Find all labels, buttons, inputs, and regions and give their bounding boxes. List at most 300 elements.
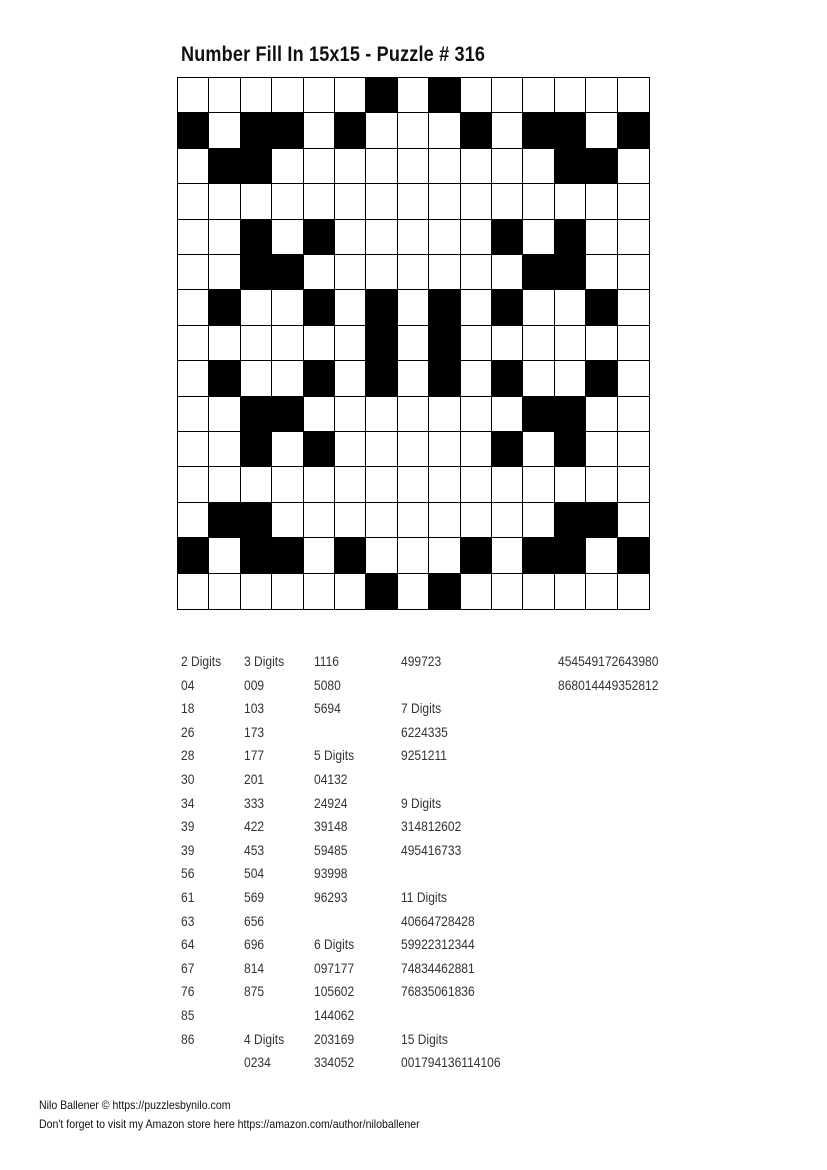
grid-cell-empty[interactable]: [618, 503, 649, 538]
grid-cell-empty[interactable]: [492, 326, 523, 361]
grid-cell-black: [335, 113, 366, 148]
grid-cell-empty[interactable]: [366, 220, 397, 255]
grid-cell-empty[interactable]: [429, 503, 460, 538]
grid-cell-empty[interactable]: [335, 149, 366, 184]
grid-cell-empty[interactable]: [555, 574, 586, 609]
grid-cell-empty[interactable]: [209, 78, 240, 113]
grid-cell-empty[interactable]: [272, 467, 303, 502]
grid-cell-empty[interactable]: [272, 149, 303, 184]
word-list-entry: 96293: [314, 888, 348, 905]
grid-cell-empty[interactable]: [618, 220, 649, 255]
grid-cell-empty[interactable]: [398, 290, 429, 325]
word-list-entry: 454549172643980: [558, 653, 659, 669]
grid-cell-empty[interactable]: [304, 538, 335, 573]
grid-cell-empty[interactable]: [209, 184, 240, 219]
grid-cell-empty[interactable]: [304, 184, 335, 219]
grid-cell-black: [429, 326, 460, 361]
grid-cell-empty[interactable]: [586, 255, 617, 290]
grid-cell-empty[interactable]: [461, 503, 492, 538]
grid-cell-empty[interactable]: [555, 290, 586, 325]
word-list-entry: 333: [244, 794, 265, 811]
word-list-entry: 04132: [314, 770, 348, 787]
grid-cell-black: [366, 290, 397, 325]
grid-cell-empty[interactable]: [618, 184, 649, 219]
grid-cell-black: [555, 113, 586, 148]
grid-cell-empty[interactable]: [618, 397, 649, 432]
grid-cell-empty[interactable]: [523, 503, 554, 538]
grid-cell-empty[interactable]: [209, 467, 240, 502]
word-list-entry: 097177: [314, 959, 355, 976]
grid-cell-empty[interactable]: [429, 255, 460, 290]
grid-cell-empty[interactable]: [398, 467, 429, 502]
grid-cell-empty[interactable]: [272, 290, 303, 325]
grid-cell-black: [429, 290, 460, 325]
word-list-entry: 504: [244, 865, 265, 882]
word-list-entry: 93998: [314, 865, 348, 882]
grid-cell-empty[interactable]: [555, 326, 586, 361]
grid-cell-black: [586, 361, 617, 396]
word-list-entry: 009: [244, 676, 265, 693]
grid-cell-empty[interactable]: [241, 361, 272, 396]
grid-cell-empty[interactable]: [461, 290, 492, 325]
grid-cell-black: [304, 361, 335, 396]
grid-cell-empty[interactable]: [492, 467, 523, 502]
grid-cell-black: [523, 397, 554, 432]
grid-cell-empty[interactable]: [178, 432, 209, 467]
word-list-entry: [314, 910, 354, 934]
grid-cell-black: [555, 503, 586, 538]
grid-cell-black: [555, 432, 586, 467]
grid-cell-empty[interactable]: [586, 538, 617, 573]
grid-cell-black: [366, 361, 397, 396]
puzzle-grid: [177, 77, 650, 610]
grid-cell-empty[interactable]: [461, 255, 492, 290]
word-list-entry: 39148: [314, 818, 348, 835]
grid-cell-black: [586, 503, 617, 538]
grid-cell-empty[interactable]: [461, 149, 492, 184]
grid-cell-empty[interactable]: [429, 397, 460, 432]
grid-cell-empty[interactable]: [586, 467, 617, 502]
grid-cell-empty[interactable]: [398, 574, 429, 609]
word-list-entry: [244, 1004, 284, 1028]
word-list-entry: 6224335: [401, 723, 448, 740]
grid-cell-empty[interactable]: [178, 220, 209, 255]
grid-cell-black: [555, 397, 586, 432]
grid-cell-empty[interactable]: [618, 574, 649, 609]
grid-cell-empty[interactable]: [304, 397, 335, 432]
word-list-entry: 0234: [244, 1054, 271, 1071]
grid-cell-empty[interactable]: [555, 467, 586, 502]
grid-cell-black: [241, 149, 272, 184]
grid-cell-black: [366, 326, 397, 361]
word-list-entry: 334052: [314, 1054, 355, 1071]
grid-cell-empty[interactable]: [304, 326, 335, 361]
grid-cell-empty[interactable]: [618, 290, 649, 325]
grid-cell-empty[interactable]: [335, 467, 366, 502]
word-list-entry: 495416733: [401, 841, 462, 858]
grid-cell-empty[interactable]: [586, 113, 617, 148]
grid-cell-empty[interactable]: [241, 184, 272, 219]
grid-cell-empty[interactable]: [523, 149, 554, 184]
grid-cell-empty[interactable]: [555, 184, 586, 219]
grid-cell-empty[interactable]: [492, 149, 523, 184]
grid-cell-black: [429, 361, 460, 396]
grid-cell-black: [618, 538, 649, 573]
word-list-entry: 177: [244, 747, 265, 764]
word-list-entry: 59922312344: [401, 936, 475, 953]
word-list-column-5: [558, 650, 675, 697]
grid-cell-empty[interactable]: [272, 574, 303, 609]
grid-cell-empty[interactable]: [398, 113, 429, 148]
grid-cell-empty[interactable]: [272, 503, 303, 538]
grid-cell-empty[interactable]: [366, 503, 397, 538]
grid-cell-empty[interactable]: [335, 290, 366, 325]
grid-cell-empty[interactable]: [523, 326, 554, 361]
grid-cell-empty[interactable]: [272, 432, 303, 467]
word-list-entry: 3 Digits: [244, 653, 285, 669]
grid-cell-empty[interactable]: [241, 290, 272, 325]
grid-cell-empty[interactable]: [429, 113, 460, 148]
grid-cell-empty[interactable]: [366, 149, 397, 184]
footer-store-link: Don't forget to visit my Amazon store here https://amazon.com/author/niloballener: [39, 1117, 420, 1131]
grid-cell-empty[interactable]: [178, 78, 209, 113]
word-list-entry: 201: [244, 770, 265, 787]
grid-cell-empty[interactable]: [523, 290, 554, 325]
word-list-entry: 144062: [314, 1006, 355, 1023]
grid-cell-empty[interactable]: [366, 432, 397, 467]
word-list-entry: 04: [181, 676, 195, 693]
word-list-entry: 314812602: [401, 818, 462, 835]
word-list-entry: 24924: [314, 794, 348, 811]
grid-cell-black: [555, 538, 586, 573]
grid-cell-empty[interactable]: [241, 326, 272, 361]
grid-cell-empty[interactable]: [461, 574, 492, 609]
grid-cell-empty[interactable]: [461, 467, 492, 502]
word-list-entry: 86: [181, 1030, 195, 1047]
grid-cell-empty[interactable]: [523, 467, 554, 502]
word-list-entry: 6 Digits: [314, 936, 355, 953]
word-list-column-2: [244, 650, 291, 1075]
grid-cell-empty[interactable]: [461, 184, 492, 219]
grid-cell-black: [555, 149, 586, 184]
grid-cell-empty[interactable]: [366, 467, 397, 502]
grid-cell-empty[interactable]: [618, 361, 649, 396]
grid-cell-empty[interactable]: [429, 149, 460, 184]
grid-cell-empty[interactable]: [209, 574, 240, 609]
grid-cell-empty[interactable]: [209, 397, 240, 432]
word-list-entry: 5694: [314, 700, 341, 717]
word-list-entry: 001794136114106: [401, 1054, 501, 1071]
grid-cell-empty[interactable]: [178, 574, 209, 609]
grid-cell-empty[interactable]: [335, 78, 366, 113]
grid-cell-empty[interactable]: [335, 397, 366, 432]
grid-cell-empty[interactable]: [178, 361, 209, 396]
grid-cell-empty[interactable]: [429, 184, 460, 219]
grid-cell-empty[interactable]: [304, 78, 335, 113]
word-list-entry: 28: [181, 747, 195, 764]
grid-cell-empty[interactable]: [492, 503, 523, 538]
grid-cell-black: [241, 538, 272, 573]
grid-cell-empty[interactable]: [618, 255, 649, 290]
grid-cell-empty[interactable]: [429, 432, 460, 467]
grid-cell-empty[interactable]: [398, 397, 429, 432]
grid-cell-empty[interactable]: [398, 149, 429, 184]
grid-cell-empty[interactable]: [178, 149, 209, 184]
grid-cell-empty[interactable]: [429, 220, 460, 255]
grid-cell-black: [241, 503, 272, 538]
grid-cell-empty[interactable]: [618, 467, 649, 502]
grid-cell-black: [461, 538, 492, 573]
word-list-entry: 74834462881: [401, 959, 475, 976]
grid-cell-empty[interactable]: [461, 220, 492, 255]
grid-cell-empty[interactable]: [429, 467, 460, 502]
grid-cell-empty[interactable]: [398, 220, 429, 255]
word-list-entry: 34: [181, 794, 195, 811]
grid-cell-empty[interactable]: [398, 361, 429, 396]
grid-cell-empty[interactable]: [523, 432, 554, 467]
grid-cell-empty[interactable]: [241, 467, 272, 502]
grid-cell-empty[interactable]: [461, 326, 492, 361]
word-list-entry: [401, 862, 501, 886]
grid-cell-black: [429, 574, 460, 609]
grid-cell-black: [241, 255, 272, 290]
grid-cell-empty[interactable]: [366, 538, 397, 573]
word-list-entry: 67: [181, 959, 195, 976]
grid-cell-empty[interactable]: [492, 538, 523, 573]
grid-cell-empty[interactable]: [492, 397, 523, 432]
word-list-entry: 656: [244, 912, 265, 929]
grid-cell-empty[interactable]: [241, 78, 272, 113]
grid-cell-black: [209, 290, 240, 325]
grid-cell-empty[interactable]: [272, 184, 303, 219]
word-list-entry: 422: [244, 818, 265, 835]
grid-cell-empty[interactable]: [366, 184, 397, 219]
word-list-entry: 39: [181, 818, 195, 835]
grid-cell-black: [178, 113, 209, 148]
grid-cell-black: [492, 361, 523, 396]
grid-cell-empty[interactable]: [178, 467, 209, 502]
grid-cell-empty[interactable]: [209, 220, 240, 255]
grid-cell-empty[interactable]: [398, 184, 429, 219]
grid-cell-empty[interactable]: [492, 574, 523, 609]
word-list-entry: 15 Digits: [401, 1030, 448, 1047]
word-list-entry: [401, 674, 501, 698]
grid-cell-empty[interactable]: [586, 220, 617, 255]
grid-cell-empty[interactable]: [398, 326, 429, 361]
word-list-entry: 59485: [314, 841, 348, 858]
grid-cell-empty[interactable]: [398, 503, 429, 538]
grid-cell-empty[interactable]: [335, 574, 366, 609]
grid-cell-black: [304, 432, 335, 467]
grid-cell-empty[interactable]: [618, 432, 649, 467]
footer-credit: Nilo Ballener © https://puzzlesbynilo.com: [39, 1098, 231, 1112]
grid-cell-empty[interactable]: [461, 78, 492, 113]
word-list-entry: 30: [181, 770, 195, 787]
word-list-entry: 56: [181, 865, 195, 882]
grid-cell-empty[interactable]: [272, 326, 303, 361]
grid-cell-black: [209, 149, 240, 184]
grid-cell-empty[interactable]: [492, 184, 523, 219]
grid-cell-black: [209, 361, 240, 396]
grid-cell-empty[interactable]: [178, 184, 209, 219]
grid-cell-empty[interactable]: [461, 361, 492, 396]
grid-cell-empty[interactable]: [492, 255, 523, 290]
word-list-entry: 7 Digits: [401, 700, 442, 717]
grid-cell-empty[interactable]: [304, 503, 335, 538]
grid-cell-empty[interactable]: [398, 78, 429, 113]
grid-cell-empty[interactable]: [523, 361, 554, 396]
grid-cell-empty[interactable]: [523, 78, 554, 113]
grid-cell-black: [429, 78, 460, 113]
word-list-entry: 64: [181, 936, 195, 953]
grid-cell-black: [366, 574, 397, 609]
word-list-entry: 1116: [314, 653, 340, 669]
grid-cell-black: [304, 290, 335, 325]
grid-cell-empty[interactable]: [241, 574, 272, 609]
word-list-entry: 40664728428: [401, 912, 475, 929]
grid-cell-empty[interactable]: [618, 149, 649, 184]
grid-cell-empty[interactable]: [178, 290, 209, 325]
grid-cell-empty[interactable]: [272, 361, 303, 396]
word-list-entry: [401, 1004, 501, 1028]
grid-cell-empty[interactable]: [304, 255, 335, 290]
word-list-entry: 105602: [314, 983, 355, 1000]
grid-cell-empty[interactable]: [523, 574, 554, 609]
word-list-column-4: [401, 650, 517, 1075]
grid-cell-empty[interactable]: [461, 397, 492, 432]
word-list-entry: 2 Digits: [181, 653, 222, 669]
grid-cell-empty[interactable]: [586, 574, 617, 609]
grid-cell-black: [241, 220, 272, 255]
word-list-entry: 499723: [401, 653, 442, 669]
grid-cell-empty[interactable]: [366, 397, 397, 432]
grid-cell-empty[interactable]: [209, 113, 240, 148]
grid-cell-empty[interactable]: [272, 78, 303, 113]
grid-cell-empty[interactable]: [178, 255, 209, 290]
grid-cell-black: [523, 538, 554, 573]
grid-cell-empty[interactable]: [586, 432, 617, 467]
grid-cell-empty[interactable]: [586, 326, 617, 361]
grid-cell-empty[interactable]: [304, 113, 335, 148]
grid-cell-empty[interactable]: [335, 326, 366, 361]
word-list-entry: 203169: [314, 1030, 355, 1047]
word-list-entry: 18: [181, 700, 195, 717]
grid-cell-empty[interactable]: [178, 503, 209, 538]
grid-cell-empty[interactable]: [555, 361, 586, 396]
grid-cell-empty[interactable]: [304, 467, 335, 502]
grid-cell-empty[interactable]: [586, 184, 617, 219]
grid-cell-empty[interactable]: [209, 326, 240, 361]
word-list-entry: 26: [181, 723, 195, 740]
grid-cell-empty[interactable]: [555, 78, 586, 113]
word-list-entry: 868014449352812: [558, 676, 659, 693]
word-list-entry: 11 Digits: [401, 888, 447, 905]
grid-cell-black: [272, 397, 303, 432]
word-list-entry: 9251211: [401, 747, 447, 764]
grid-cell-empty[interactable]: [366, 255, 397, 290]
grid-cell-black: [272, 538, 303, 573]
grid-cell-empty[interactable]: [209, 255, 240, 290]
grid-cell-empty[interactable]: [492, 78, 523, 113]
word-list-entry: [401, 768, 501, 792]
grid-cell-empty[interactable]: [335, 432, 366, 467]
grid-cell-black: [555, 255, 586, 290]
grid-cell-empty[interactable]: [586, 78, 617, 113]
grid-cell-empty[interactable]: [335, 220, 366, 255]
grid-cell-empty[interactable]: [492, 113, 523, 148]
word-list-entry: 5080: [314, 676, 341, 693]
grid-cell-empty[interactable]: [209, 538, 240, 573]
puzzle-title: Number Fill In 15x15 - Puzzle # 316: [181, 43, 486, 66]
grid-cell-black: [586, 149, 617, 184]
word-list-column-1: [181, 650, 228, 1051]
word-list-entry: 5 Digits: [314, 747, 355, 764]
grid-cell-black: [178, 538, 209, 573]
grid-cell-black: [492, 432, 523, 467]
grid-cell-black: [241, 113, 272, 148]
grid-cell-black: [366, 78, 397, 113]
grid-cell-empty[interactable]: [178, 326, 209, 361]
grid-cell-empty[interactable]: [335, 184, 366, 219]
grid-cell-empty[interactable]: [523, 220, 554, 255]
grid-cell-empty[interactable]: [429, 538, 460, 573]
grid-cell-empty[interactable]: [366, 113, 397, 148]
grid-cell-empty[interactable]: [304, 149, 335, 184]
grid-cell-empty[interactable]: [335, 255, 366, 290]
grid-cell-empty[interactable]: [618, 326, 649, 361]
word-list-entry: 76835061836: [401, 983, 475, 1000]
grid-cell-empty[interactable]: [461, 432, 492, 467]
grid-cell-empty[interactable]: [523, 184, 554, 219]
grid-cell-empty[interactable]: [335, 361, 366, 396]
word-list-entry: 814: [244, 959, 265, 976]
word-list-entry: 76: [181, 983, 195, 1000]
word-list-entry: 39: [181, 841, 195, 858]
grid-cell-black: [492, 220, 523, 255]
grid-cell-black: [335, 538, 366, 573]
grid-cell-black: [492, 290, 523, 325]
grid-cell-black: [523, 255, 554, 290]
grid-cell-black: [272, 255, 303, 290]
grid-cell-black: [304, 220, 335, 255]
word-list-entry: 875: [244, 983, 265, 1000]
grid-cell-empty[interactable]: [618, 78, 649, 113]
word-list-entry: 569: [244, 888, 265, 905]
grid-cell-empty[interactable]: [398, 255, 429, 290]
grid-cell-empty[interactable]: [398, 538, 429, 573]
grid-cell-black: [618, 113, 649, 148]
grid-cell-black: [586, 290, 617, 325]
word-list-entry: 103: [244, 700, 265, 717]
word-list-entry: 4 Digits: [244, 1030, 285, 1047]
word-list-entry: 173: [244, 723, 265, 740]
grid-cell-black: [209, 503, 240, 538]
grid-cell-empty[interactable]: [272, 220, 303, 255]
grid-cell-black: [272, 113, 303, 148]
grid-cell-empty[interactable]: [304, 574, 335, 609]
grid-cell-empty[interactable]: [209, 432, 240, 467]
grid-cell-empty[interactable]: [398, 432, 429, 467]
word-list-entry: 696: [244, 936, 265, 953]
grid-cell-empty[interactable]: [178, 397, 209, 432]
grid-cell-empty[interactable]: [335, 503, 366, 538]
grid-cell-black: [241, 397, 272, 432]
word-list-entry: 9 Digits: [401, 794, 442, 811]
grid-cell-empty[interactable]: [586, 397, 617, 432]
grid-cell-black: [555, 220, 586, 255]
grid-cell-black: [241, 432, 272, 467]
word-list-entry: 453: [244, 841, 265, 858]
